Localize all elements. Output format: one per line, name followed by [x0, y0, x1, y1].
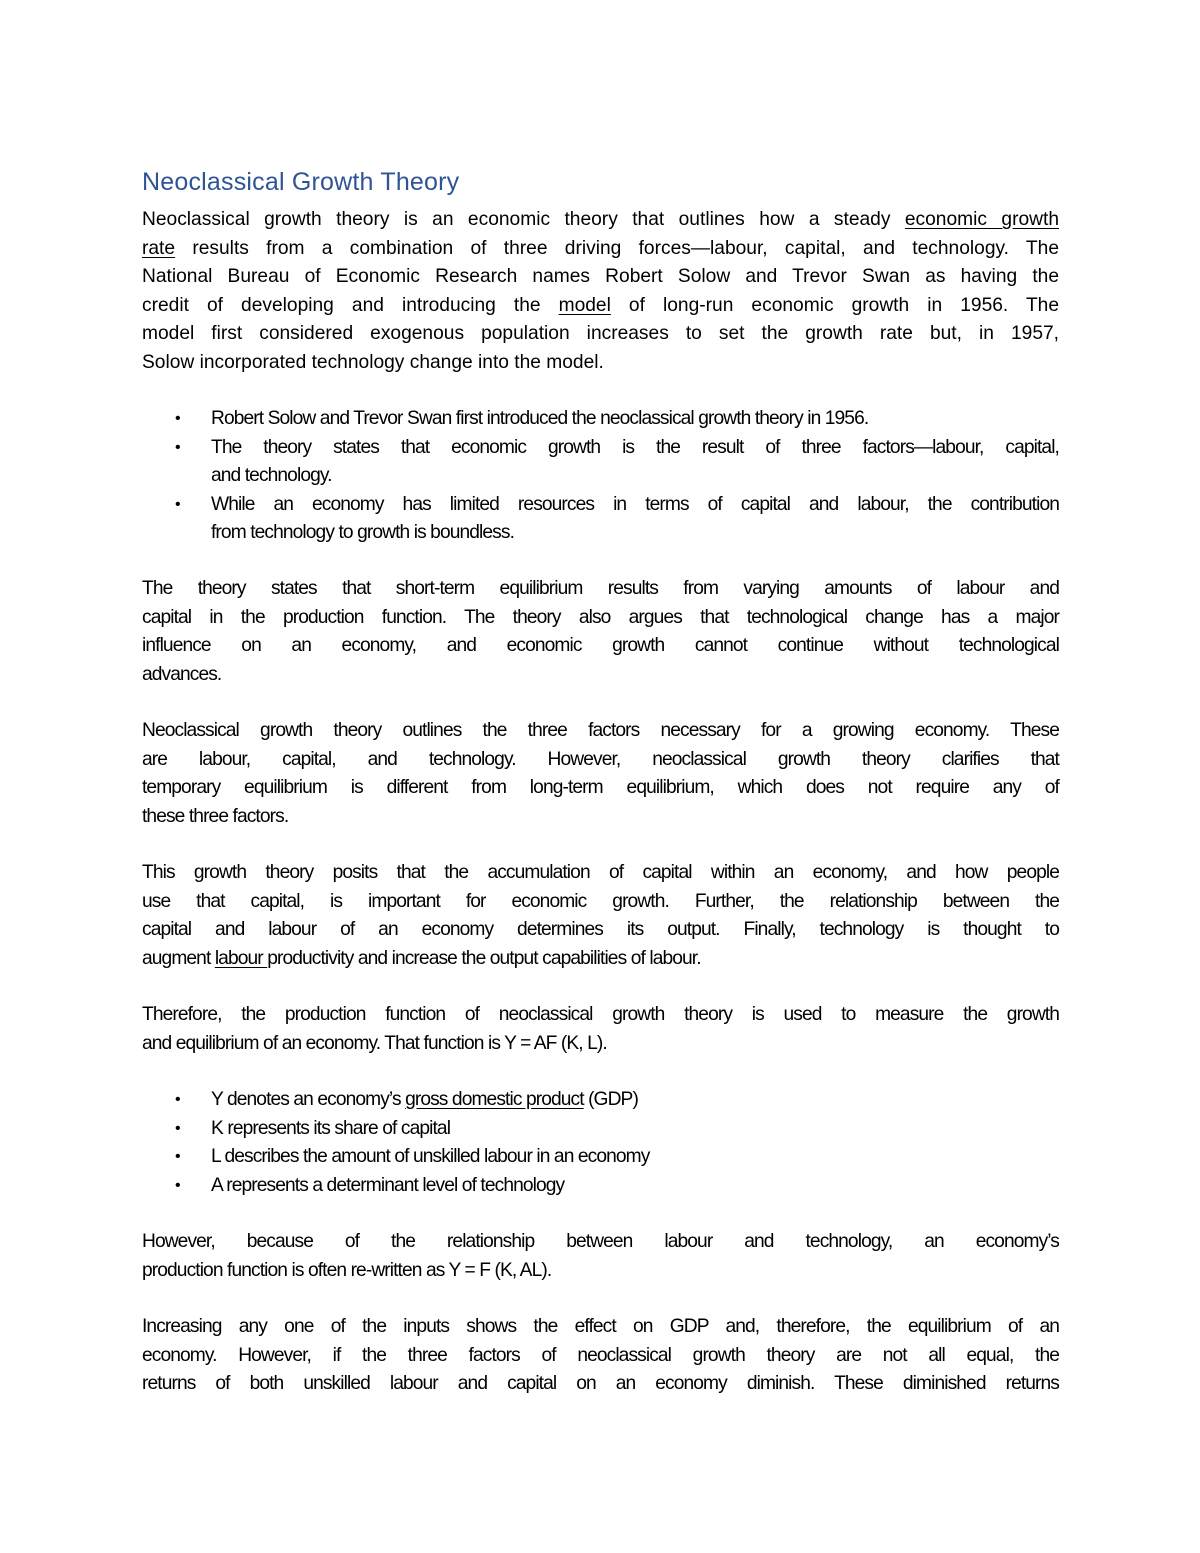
paragraph-line: credit of developing and introducing the model of long-run economic growth in 1956. The — [142, 294, 1060, 316]
paragraph-line: are labour, capital, and technology. However, neoclassical growth theory clarifies that — [142, 748, 1059, 770]
bullet-icon: • — [175, 495, 181, 513]
paragraph-line: returns of both unskilled labour and capital on an economy diminish. These diminished returns — [142, 1373, 1059, 1395]
bullet-icon: • — [175, 410, 181, 427]
paragraph-line: advances. — [142, 663, 222, 685]
paragraph-line: Therefore, the production function of neoclassical growth theory is used to measure the growth — [142, 1004, 1059, 1025]
paragraph-line: rate results from a combination of three driving forces—labour, capital, and technology. The — [142, 237, 1059, 259]
paragraph-line: augment labour productivity and increase the output capabilities of labour. — [142, 947, 701, 969]
paragraph-line: capital and labour of an economy determines its output. Finally, technology is thought to — [142, 919, 1059, 941]
production-function-paragraph — [142, 1001, 1059, 1058]
gross-domestic-product-link[interactable]: gross domestic product — [405, 1089, 584, 1110]
bullet-icon: • — [175, 1091, 180, 1108]
list-item: • Y denotes an economy’s gross domestic product (GDP) — [142, 1086, 1059, 1115]
paragraph-line: Neoclassical growth theory is an economic theory that outlines how a steady economic growth — [142, 209, 1060, 230]
bullet-icon: • — [175, 1176, 180, 1194]
document-title: Neoclassical Growth Theory — [142, 168, 460, 196]
paragraph-line: However, because of the relationship between labour and technology, an economy’s — [142, 1231, 1059, 1252]
list-item: • L describes the amount of unskilled labour in an economy — [142, 1143, 1059, 1172]
labour-link[interactable]: labour — [214, 947, 268, 969]
economic-growth-rate-link[interactable]: economic growth — [904, 209, 1060, 230]
paragraph-line: Solow incorporated technology change into the model. — [142, 351, 604, 373]
list-item: • The theory states that economic growth is the result of three factors—labour, capital, and technology. — [142, 434, 1059, 491]
key-points-list — [142, 405, 1059, 548]
list-item: • Robert Solow and Trevor Swan first introduced the neoclassical growth theory in 1956. — [142, 405, 1059, 434]
list-item: • A represents a determinant level of technology — [142, 1172, 1059, 1201]
paragraph-line: use that capital, is important for economic growth. Further, the relationship between the — [142, 890, 1059, 912]
list-item: • K represents its share of capital — [142, 1115, 1059, 1144]
list-item: • While an economy has limited resources in terms of capital and labour, the contribution from technology to growth is boundless. — [142, 491, 1059, 548]
bullet-icon: • — [175, 438, 181, 456]
paragraph-line: The theory states that short-term equilibrium results from varying amounts of labour and — [142, 578, 1059, 599]
bullet-icon: • — [175, 1119, 180, 1137]
economic-growth-rate-link-cont[interactable]: rate — [142, 237, 176, 259]
paragraph-line: temporary equilibrium is different from long-term equilibrium, which does not require any of — [142, 777, 1059, 799]
paragraph-line: Neoclassical growth theory outlines the three factors necessary for a growing economy. These — [142, 720, 1059, 741]
diminishing-returns-paragraph — [142, 1313, 1059, 1399]
intro-paragraph — [142, 206, 1059, 378]
three-factors-paragraph — [142, 717, 1059, 831]
capital-accumulation-paragraph — [142, 859, 1059, 973]
paragraph-line: Increasing any one of the inputs shows the effect on GDP and, therefore, the equilibrium of an — [142, 1316, 1059, 1337]
paragraph-line: influence on an economy, and economic growth cannot continue without technological — [142, 635, 1059, 657]
equilibrium-paragraph — [142, 575, 1059, 689]
bullet-icon: • — [175, 1148, 180, 1166]
paragraph-line: model first considered exogenous population increases to set the growth rate but, in 1957, — [142, 323, 1059, 345]
model-link[interactable]: model — [558, 294, 611, 316]
paragraph-line: National Bureau of Economic Research names Robert Solow and Trevor Swan as having the — [142, 266, 1059, 288]
paragraph-line: and equilibrium of an economy. That function is Y = AF (K, L). — [142, 1032, 607, 1054]
paragraph-line: economy. However, if the three factors of neoclassical growth theory are not all equal, the — [142, 1344, 1059, 1366]
variables-list — [142, 1086, 1059, 1200]
rewritten-function-paragraph — [142, 1228, 1059, 1285]
paragraph-line: these three factors. — [142, 805, 289, 827]
paragraph-line: capital in the production function. The theory also argues that technological change has a major — [142, 606, 1059, 628]
paragraph-line: production function is often re-written as Y = F (K, AL). — [142, 1259, 552, 1281]
paragraph-line: This growth theory posits that the accumulation of capital within an economy, and how people — [142, 862, 1059, 883]
